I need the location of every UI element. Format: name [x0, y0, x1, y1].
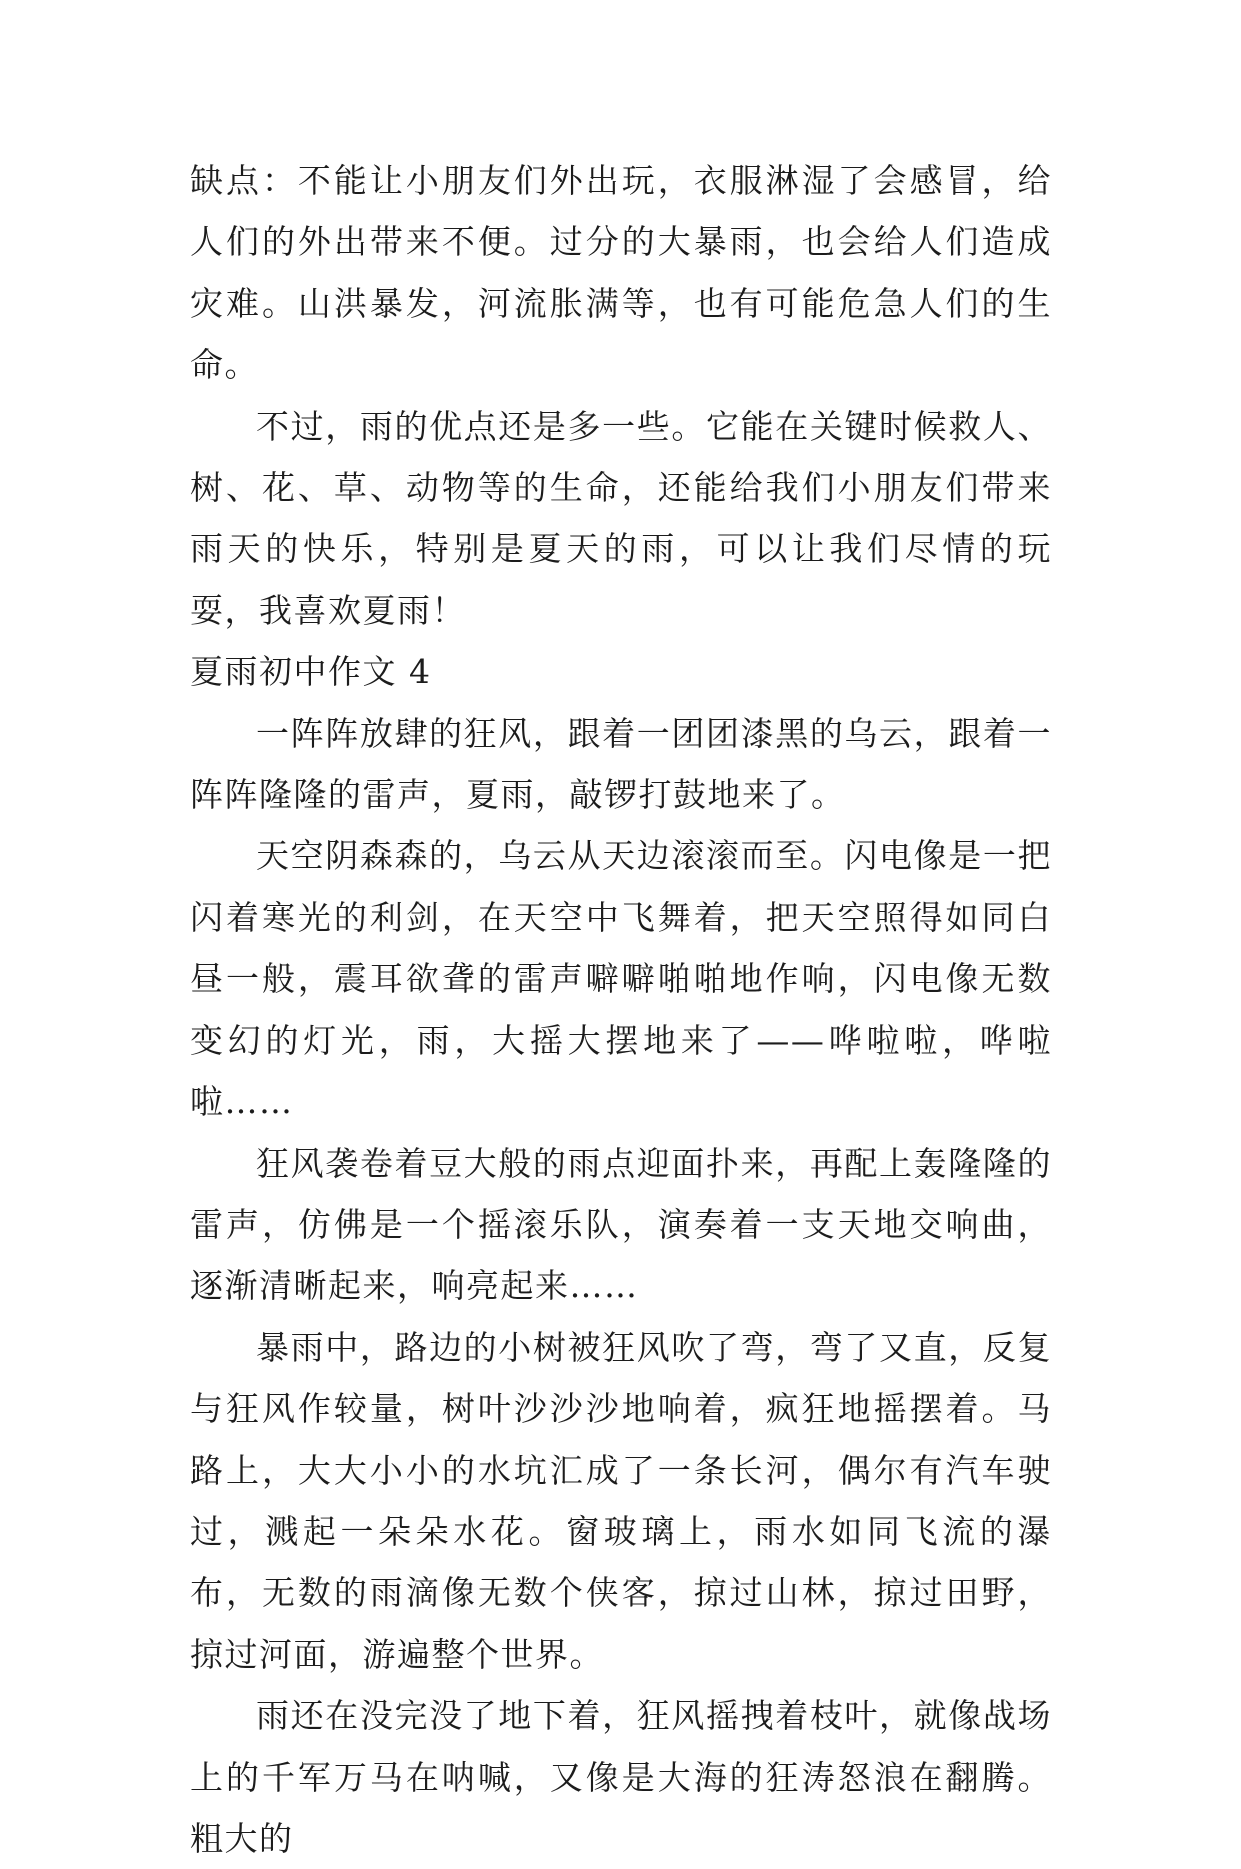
paragraph-advantages: 不过，雨的优点还是多一些。它能在关键时候救人、树、花、草、动物等的生命，还能给我们小朋友们带来雨天的快乐，特别是夏天的雨，可以让我们尽情的玩耍，我喜欢夏雨！ [190, 406, 1052, 630]
paragraph-rain-continues: 雨还在没完没了地下着，狂风摇拽着枝叶，就像战场上的千军万马在呐喊，又像是大海的狂涛怒浪在翻腾。粗大的 [190, 1696, 1052, 1858]
paragraph-sky-lightning: 天空阴森森的，乌云从天边滚滚而至。闪电像是一把闪着寒光的利剑，在天空中飞舞着，把天空照得如同白昼一般，震耳欲聋的雷声噼噼啪啪地作响，闪电像无数变幻的灯光，雨，大摇大摆地来了——哗啦啦，哗啦啦…… [190, 836, 1052, 1122]
section-heading: 夏雨初中作文 4 [190, 652, 432, 692]
paragraph-wind-raindrops: 狂风袭卷着豆大般的雨点迎面扑来，再配上轰隆隆的雷声，仿佛是一个摇滚乐队，演奏着一支天地交响曲，逐渐清晰起来，响亮起来…… [190, 1143, 1052, 1306]
paragraph-drawbacks: 缺点：不能让小朋友们外出玩，衣服淋湿了会感冒，给人们的外出带来不便。过分的大暴雨，也会给人们造成灾难。山洪暴发，河流胀满等，也有可能危急人们的生命。 [190, 161, 1052, 385]
document-body [190, 150, 1052, 1869]
paragraph-storm-scene: 暴雨中，路边的小树被狂风吹了弯，弯了又直，反复与狂风作较量，树叶沙沙沙地响着，疯狂地摇摆着。马路上，大大小小的水坑汇成了一条长河，偶尔有汽车驶过，溅起一朵朵水花。窗玻璃上，雨水如同飞流的瀑布，无数的雨滴像无数个侠客，掠过山林，掠过田野，掠过河面，游遍整个世界。 [190, 1327, 1052, 1674]
paragraph-summer-rain-arrives: 一阵阵放肆的狂风，跟着一团团漆黑的乌云，跟着一阵阵隆隆的雷声，夏雨，敲锣打鼓地来了。 [190, 713, 1052, 815]
